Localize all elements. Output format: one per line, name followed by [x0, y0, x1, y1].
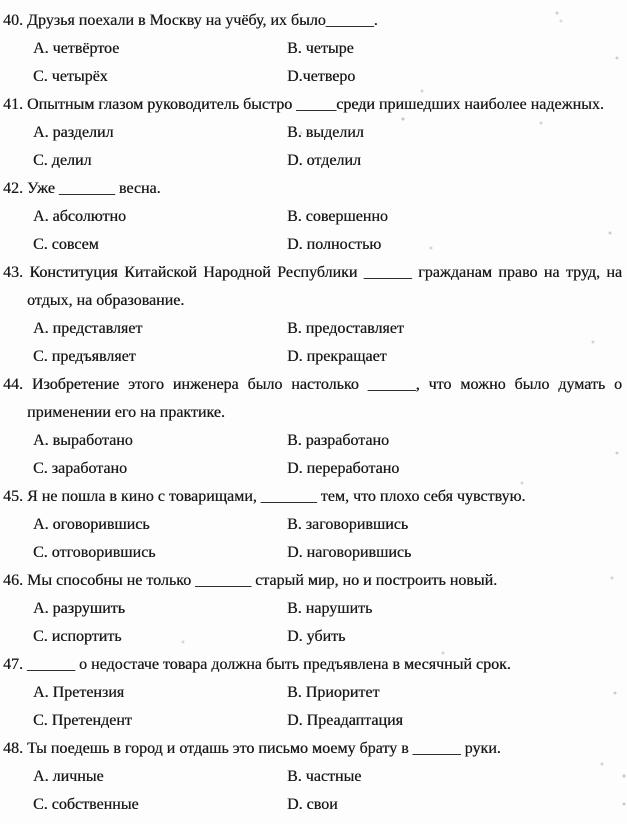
question-number: 47.	[3, 656, 23, 673]
question-number: 42.	[3, 180, 23, 197]
question-number: 45.	[3, 488, 23, 505]
question-block	[3, 175, 622, 259]
answer-option: D. прекращает	[287, 348, 387, 365]
question-text	[3, 651, 622, 679]
answer-option: D. Преадаптация	[287, 712, 403, 729]
answer-option: B. четыре	[287, 40, 354, 57]
question-sentence: Уже _______ весна.	[27, 180, 161, 197]
question-block	[3, 7, 622, 91]
options-grid	[33, 35, 622, 91]
question-number: 48.	[3, 740, 23, 757]
question-sentence: Друзья поехали в Москву на учёбу, их было______.	[27, 12, 378, 29]
question-text	[3, 91, 622, 119]
answer-option: D. полностью	[287, 236, 382, 253]
options-grid	[33, 315, 622, 371]
question-sentence: Я не пошла в кино с товарищами, _______ тем, что плохо себя чувствую.	[27, 488, 526, 505]
question-block	[3, 651, 622, 735]
answer-option: C. отговорившись	[33, 544, 156, 561]
answer-option: D. свои	[287, 796, 338, 813]
options-grid	[33, 427, 622, 483]
answer-option: B. предоставляет	[287, 320, 404, 337]
options-grid	[33, 595, 622, 651]
question-block	[3, 259, 622, 371]
question-text	[3, 259, 622, 287]
answer-option: B. нарушить	[287, 600, 373, 617]
answer-option: B. частные	[287, 768, 362, 785]
answer-option: A. разрушить	[33, 600, 125, 617]
question-number: 44.	[3, 376, 23, 393]
answer-option: B. совершенно	[287, 208, 388, 225]
question-sentence: Опытным глазом руководитель быстро _____среди пришедших наиболее надежных.	[27, 96, 604, 113]
question-number: 40.	[3, 12, 23, 29]
question-text	[3, 735, 622, 763]
scan-noise	[0, 0, 2, 2]
question-text	[3, 175, 622, 203]
answer-option: A. выработано	[33, 432, 133, 449]
question-number: 46.	[3, 572, 23, 589]
answer-option: D. наговорившись	[287, 544, 412, 561]
answer-option: A. абсолютно	[33, 208, 126, 225]
question-sentence-continuation: применении его на практике.	[27, 404, 225, 421]
question-text	[3, 483, 622, 511]
question-number: 43.	[3, 264, 23, 281]
question-number: 41.	[3, 96, 23, 113]
answer-option: C. Претендент	[33, 712, 132, 729]
question-sentence: Изобретение этого инженера было настолько ______, что можно было думать о	[31, 376, 622, 393]
question-sentence: Конституция Китайской Народной Республики ______ гражданам право на труд, на	[29, 264, 622, 281]
answer-option: B. Приоритет	[287, 684, 380, 701]
question-text	[3, 371, 622, 399]
answer-option: A. разделил	[33, 124, 114, 141]
options-grid	[33, 511, 622, 567]
answer-option: A. оговорившись	[33, 516, 150, 533]
answer-option: D.четверо	[287, 68, 356, 85]
question-sentence: Мы способны не только _______ старый мир, но и построить новый.	[27, 572, 498, 589]
answer-option: C. четырёх	[33, 68, 108, 85]
answer-option: B. разработано	[287, 432, 389, 449]
options-grid	[33, 763, 622, 819]
options-grid	[33, 203, 622, 259]
answer-option: A. личные	[33, 768, 104, 785]
question-text	[3, 567, 622, 595]
question-sentence-continuation: отдых, на образование.	[27, 292, 185, 309]
answer-option: C. заработано	[33, 460, 127, 477]
answer-option: B. заговорившись	[287, 516, 409, 533]
answer-option: D. отделил	[287, 152, 361, 169]
question-sentence: ______ о недостаче товара должна быть предъявлена в месячный срок.	[27, 656, 511, 673]
answer-option: C. собственные	[33, 796, 139, 813]
answer-option: C. предъявляет	[33, 348, 136, 365]
answer-option: A. Претензия	[33, 684, 125, 701]
answer-option: D. переработано	[287, 460, 400, 477]
answer-option: A. представляет	[33, 320, 143, 337]
options-grid	[33, 679, 622, 735]
answer-option: D. убить	[287, 628, 346, 645]
answer-option: B. выделил	[287, 124, 364, 141]
question-text	[3, 7, 622, 35]
question-sentence: Ты поедешь в город и отдашь это письмо моему брату в ______ руки.	[27, 740, 501, 757]
answer-option: A. четвёртое	[33, 40, 120, 57]
question-block	[3, 483, 622, 567]
options-grid	[33, 119, 622, 175]
questions-list	[3, 7, 622, 819]
question-block	[3, 567, 622, 651]
question-block	[3, 371, 622, 483]
answer-option: C. испортить	[33, 628, 122, 645]
question-block	[3, 735, 622, 819]
question-block	[3, 91, 622, 175]
answer-option: C. делил	[33, 152, 92, 169]
answer-option: C. совсем	[33, 236, 99, 253]
